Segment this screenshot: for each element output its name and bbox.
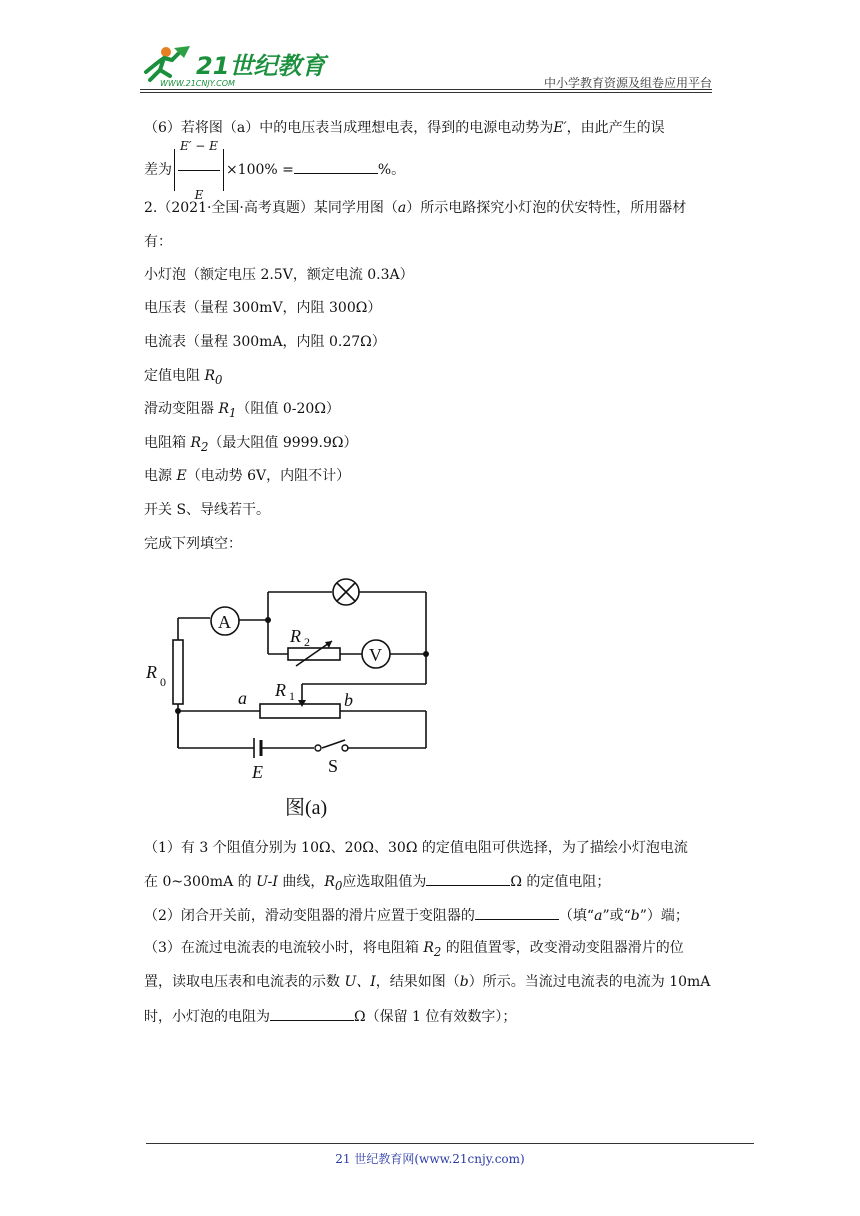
subq-3-line-3: 时，小灯泡的电阻为 Ω（保留 1 位有效数字）； <box>144 1006 516 1027</box>
header-tagline: 中小学教育资源及组卷应用平台 <box>543 76 712 90</box>
q2-intro-1: 2.（2021·全国·高考真题）某同学用图（a）所示电路探究小灯泡的伏安特性，所用器材 <box>144 200 687 216</box>
figure-caption: 图(a) <box>285 797 328 819</box>
slider-answer-blank[interactable] <box>475 905 559 920</box>
site-logo <box>140 44 326 88</box>
q6-line-2: 差为 $\frac{E' - E}{E}$ ×100% = %。 <box>144 148 405 192</box>
circuit-diagram <box>140 574 440 822</box>
r0-label: R <box>146 662 157 682</box>
subq-1-line-1: （1）有 3 个阻值分别为 10Ω、20Ω、30Ω 的定值电阻可供选择，为了描绘小灯泡电流 <box>144 840 688 856</box>
equipment-r0: 定值电阻 $R_0$ <box>144 368 223 387</box>
resistance-answer-blank[interactable] <box>270 1006 354 1021</box>
r2-label: R <box>290 626 301 646</box>
equipment-lamp: 小灯泡（额定电压 2.5V，额定电流 0.3A） <box>144 267 414 283</box>
equipment-voltmeter: 电压表（量程 300mV，内阻 300Ω） <box>144 300 382 316</box>
equipment-r1: 滑动变阻器 $R_1$（阻值 0-20Ω） <box>144 401 340 420</box>
equipment-r2: 电阻箱 $R_2$（最大阻值 9999.9Ω） <box>144 435 358 454</box>
subq-3-line-1: （3）在流过电流表的电流较小时，将电阻箱 $R_2$ 的阻值置零，改变滑动变阻器滑片的位 <box>144 940 684 959</box>
terminal-a-label: a <box>238 688 247 708</box>
r1-label: R <box>275 680 286 700</box>
page-header <box>140 40 712 92</box>
answer-blank[interactable] <box>294 159 378 174</box>
rheostat-r1 <box>260 704 340 718</box>
terminal-b-label: b <box>344 690 353 710</box>
footer-link[interactable]: 21 世纪教育网(www.21cnjy.com) <box>335 1152 525 1166</box>
subq-1-line-2: 在 0~300mA 的 U-I 曲线，$R_0$应选取阻值为 Ω 的定值电阻； <box>144 871 610 896</box>
r2-sub: 2 <box>304 635 310 649</box>
r0-answer-blank[interactable] <box>426 871 510 886</box>
complete-prompt: 完成下列填空： <box>144 536 242 552</box>
q6-line-1: （6）若将图（a）中的电压表当成理想电表，得到的电源电动势为E′，由此产生的误 <box>144 120 665 136</box>
source-e-label: E <box>252 762 263 782</box>
header-divider-2 <box>140 92 712 93</box>
error-formula: $\frac{E' - E}{E}$ <box>172 149 226 191</box>
equipment-switch: 开关 S、导线若干。 <box>144 502 271 518</box>
ammeter-label: A <box>218 612 231 632</box>
equipment-ammeter: 电流表（量程 300mA，内阻 0.27Ω） <box>144 334 386 350</box>
subq-3-line-2: 置，读取电压表和电流表的示数 U、I，结果如图（b）所示。当流过电流表的电流为 10mA <box>144 974 711 990</box>
svg-text:21世纪教育: 21世纪教育 <box>196 52 326 80</box>
header-divider <box>140 89 712 90</box>
subq-2: （2）闭合开关前，滑动变阻器的滑片应置于变阻器的 （填“a”或“b”）端； <box>144 905 689 926</box>
resistor-r0 <box>173 640 183 704</box>
q2-intro-2: 有： <box>144 234 172 250</box>
r0-sub: 0 <box>160 675 166 689</box>
footer-divider <box>146 1143 754 1144</box>
voltmeter-label: V <box>369 645 382 665</box>
switch-s-label: S <box>328 756 339 776</box>
equipment-source: 电源 E（电动势 6V，内阻不计） <box>144 468 351 484</box>
r1-sub: 1 <box>289 689 295 703</box>
svg-text:WWW.21CNJY.COM: WWW.21CNJY.COM <box>160 79 235 88</box>
